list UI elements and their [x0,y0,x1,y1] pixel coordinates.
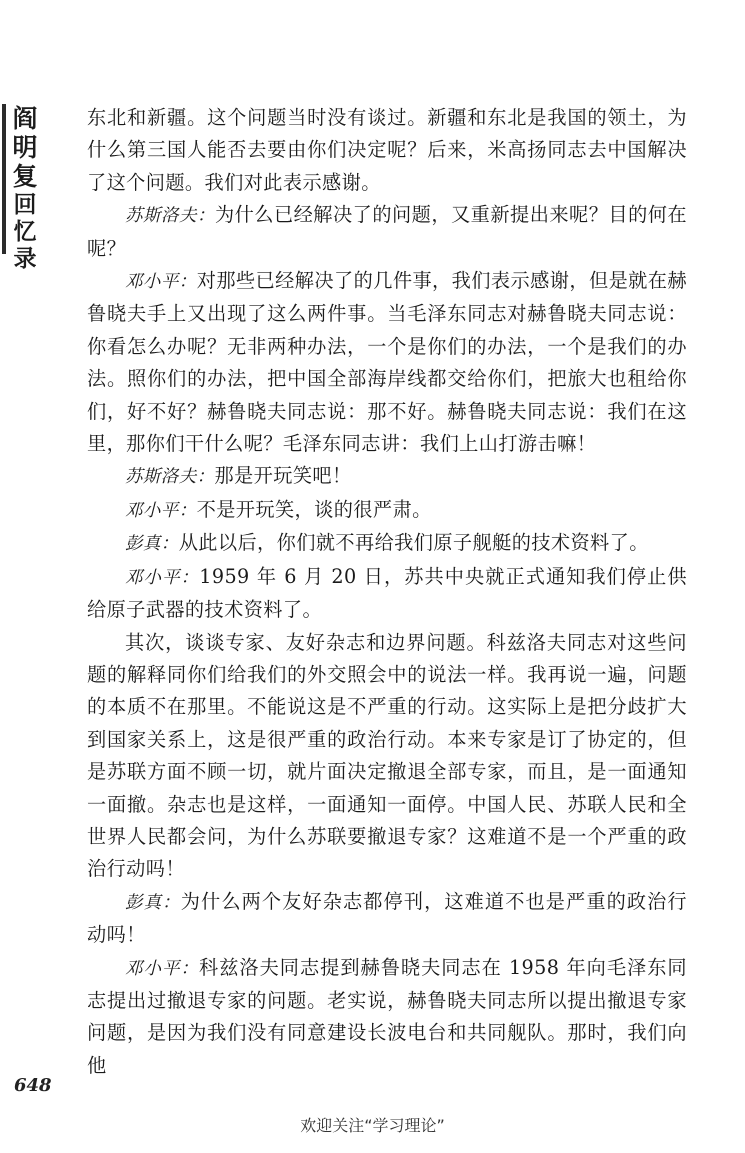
speaker-label: 邓小平： [125,500,197,521]
paragraph-text: 为什么已经解决了的问题，又重新提出来呢？目的何在呢？ [87,203,687,260]
page-body [87,102,687,1082]
paragraph [87,494,687,527]
paragraph-text: 1959 年 6 月 20 日，苏共中央就正式通知我们停止供给原子武器的技术资料了。 [87,564,687,622]
speaker-label: 彭真： [125,892,181,913]
paragraph-text: 对那些已经解决了的几件事，我们表示感谢，但是就在赫鲁晓夫手上又出现了这么两件事。当毛泽东同志对赫鲁晓夫同志说：你看怎么办呢？无非两种办法，一个是你们的办法，一个是我们的办法。照你们的办法，把中国全部海岸线都交给你们，把旅大也租给你们，好不好？赫鲁晓夫同志说：那不好。赫鲁晓夫同志说：我们在这里，那你们干什么呢？毛泽东同志讲：我们上山打游击嘛！ [87,269,687,456]
side-title-char: 回 [13,191,37,218]
paragraph [87,527,687,560]
paragraph [87,561,687,627]
side-title-char: 录 [13,245,37,272]
side-title-char: 阎 [12,104,38,133]
paragraph-text: 不是开玩笑，谈的很严肃。 [196,497,432,521]
side-title-bar [2,104,6,254]
paragraph-text: 科兹洛夫同志提到赫鲁晓夫同志在 1958 年向毛泽东同志提出过撤退专家的问题。老实说，赫鲁晓夫同志所以提出撤退专家问题，是因为我们没有同意建设长波电台和共同舰队。那时，我们向他 [87,955,688,1077]
paragraph [87,952,687,1083]
paragraph [87,460,687,493]
speaker-label: 邓小平： [125,272,197,293]
paragraph [87,265,687,460]
paragraph [87,102,687,199]
speaker-label: 邓小平： [125,958,200,979]
paragraph-text: 从此以后，你们就不再给我们原子舰艇的技术资料了。 [178,531,649,555]
page-number: 648 [14,1075,52,1096]
paragraph [87,627,687,886]
speaker-label: 彭真： [125,534,179,555]
side-title-char: 忆 [13,218,37,245]
paragraph-text: 那是开玩笑吧！ [214,464,352,488]
paragraph [87,199,687,265]
side-title-char: 明 [12,133,38,162]
paragraph-text: 其次，谈谈专家、友好杂志和边界问题。科兹洛夫同志对这些问题的解释同你们给我们的外交照会中的说法一样。我再说一遍，问题的本质不在那里。不能说这是不严重的行动。这实际上是把分歧扩大到国家关系上，这是很严重的政治行动。本来专家是订了协定的，但是苏联方面不顾一切，就片面决定撤退全部专家，而且，是一面通知一面撤。杂志也是这样，一面通知一面停。中国人民、苏联人民和全世界人民都会问，为什么苏联要撤退专家？这难道不是一个严重的政治行动吗！ [87,630,687,881]
side-title-char: 复 [12,162,38,191]
paragraph [87,886,687,952]
paragraph-text: 为什么两个友好杂志都停刊，这难道不也是严重的政治行动吗！ [87,889,688,947]
speaker-label: 苏斯洛夫： [125,206,215,227]
side-title [2,104,48,272]
speaker-label: 苏斯洛夫： [125,467,215,488]
paragraph-text: 东北和新疆。这个问题当时没有谈过。新疆和东北是我国的领土，为什么第三国人能否去要由你们决定呢？后来，米高扬同志去中国解决了这个问题。我们对此表示感谢。 [87,106,687,194]
speaker-label: 邓小平： [125,567,200,588]
footer-note: 欢迎关注“学习理论” [300,1116,445,1135]
